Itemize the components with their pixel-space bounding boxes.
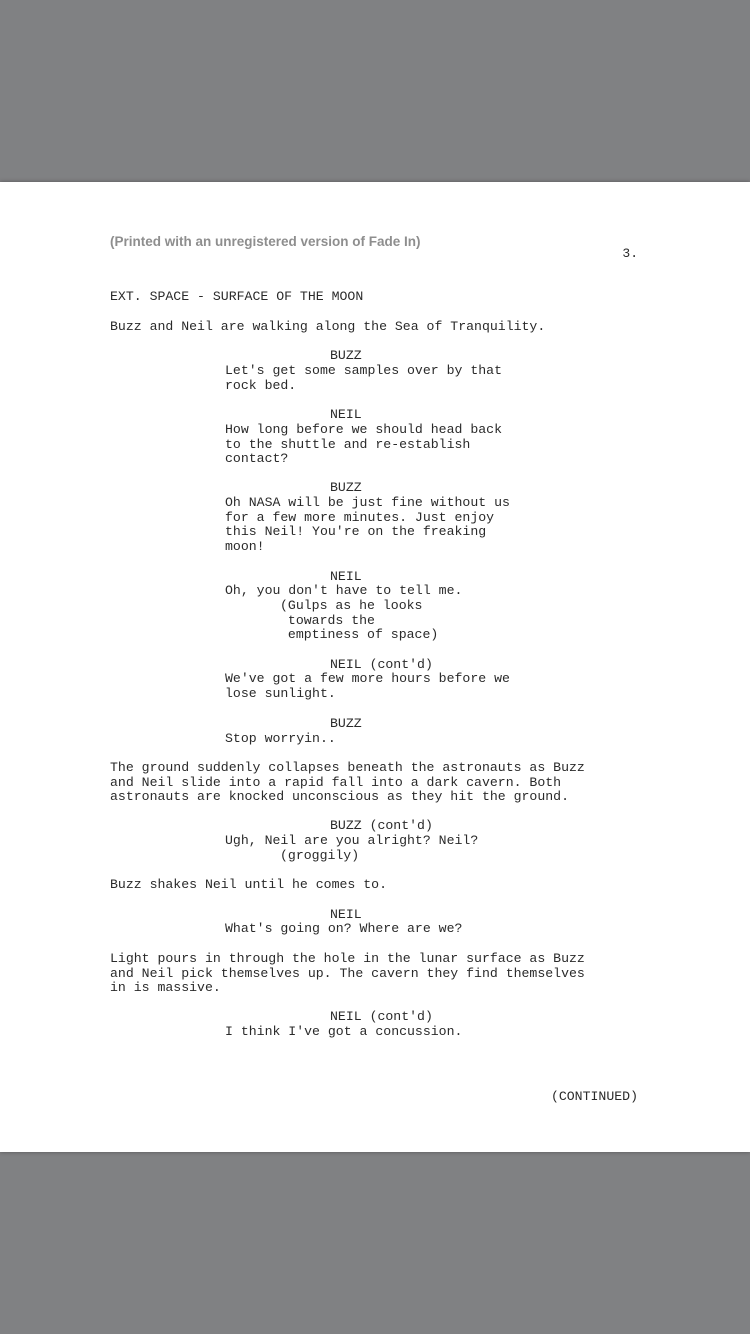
parenthetical: (Gulps as he looks towards the emptiness of space) — [280, 598, 439, 643]
character-name: NEIL — [330, 907, 362, 922]
continued-marker: (CONTINUED) — [550, 1089, 638, 1104]
page-number: 3. — [622, 246, 638, 261]
dialogue: We've got a few more hours before we lose sunlight. — [225, 671, 510, 701]
action-line: Buzz and Neil are walking along the Sea of Tranquility. — [110, 319, 546, 334]
character-name: NEIL (cont'd) — [330, 1009, 433, 1024]
character-name: BUZZ — [330, 348, 362, 363]
character-name: BUZZ — [330, 716, 362, 731]
screenplay-body — [0, 182, 750, 1152]
action-line: The ground suddenly collapses beneath the astronauts as Buzz and Neil slide into a rapid fall into a dark cavern. Both astronauts are knocked unconscious as they hit the ground. — [110, 760, 585, 805]
dialogue: Let's get some samples over by that rock bed. — [225, 363, 502, 393]
character-name: NEIL — [330, 407, 362, 422]
parenthetical: (groggily) — [280, 848, 360, 863]
watermark-notice: (Printed with an unregistered version of Fade In) — [110, 234, 421, 249]
script-page — [0, 182, 750, 1152]
dialogue: Oh NASA will be just fine without us for a few more minutes. Just enjoy this Neil! You're on the freaking moon! — [225, 495, 510, 554]
action-line: Buzz shakes Neil until he comes to. — [110, 877, 387, 892]
character-name: NEIL (cont'd) — [330, 657, 433, 672]
character-name: NEIL — [330, 569, 362, 584]
dialogue: How long before we should head back to the shuttle and re-establish contact? — [225, 422, 502, 467]
dialogue: I think I've got a concussion. — [225, 1024, 463, 1039]
dialogue: Oh, you don't have to tell me. — [225, 583, 463, 598]
character-name: BUZZ — [330, 480, 362, 495]
action-line: Light pours in through the hole in the lunar surface as Buzz and Neil pick themselves up. The cavern they find themselves in is massive. — [110, 951, 585, 996]
scene-heading: EXT. SPACE - SURFACE OF THE MOON — [110, 289, 364, 304]
dialogue: Stop worryin.. — [225, 731, 336, 746]
dialogue: What's going on? Where are we? — [225, 921, 463, 936]
dialogue: Ugh, Neil are you alright? Neil? — [225, 833, 479, 848]
character-name: BUZZ (cont'd) — [330, 818, 433, 833]
